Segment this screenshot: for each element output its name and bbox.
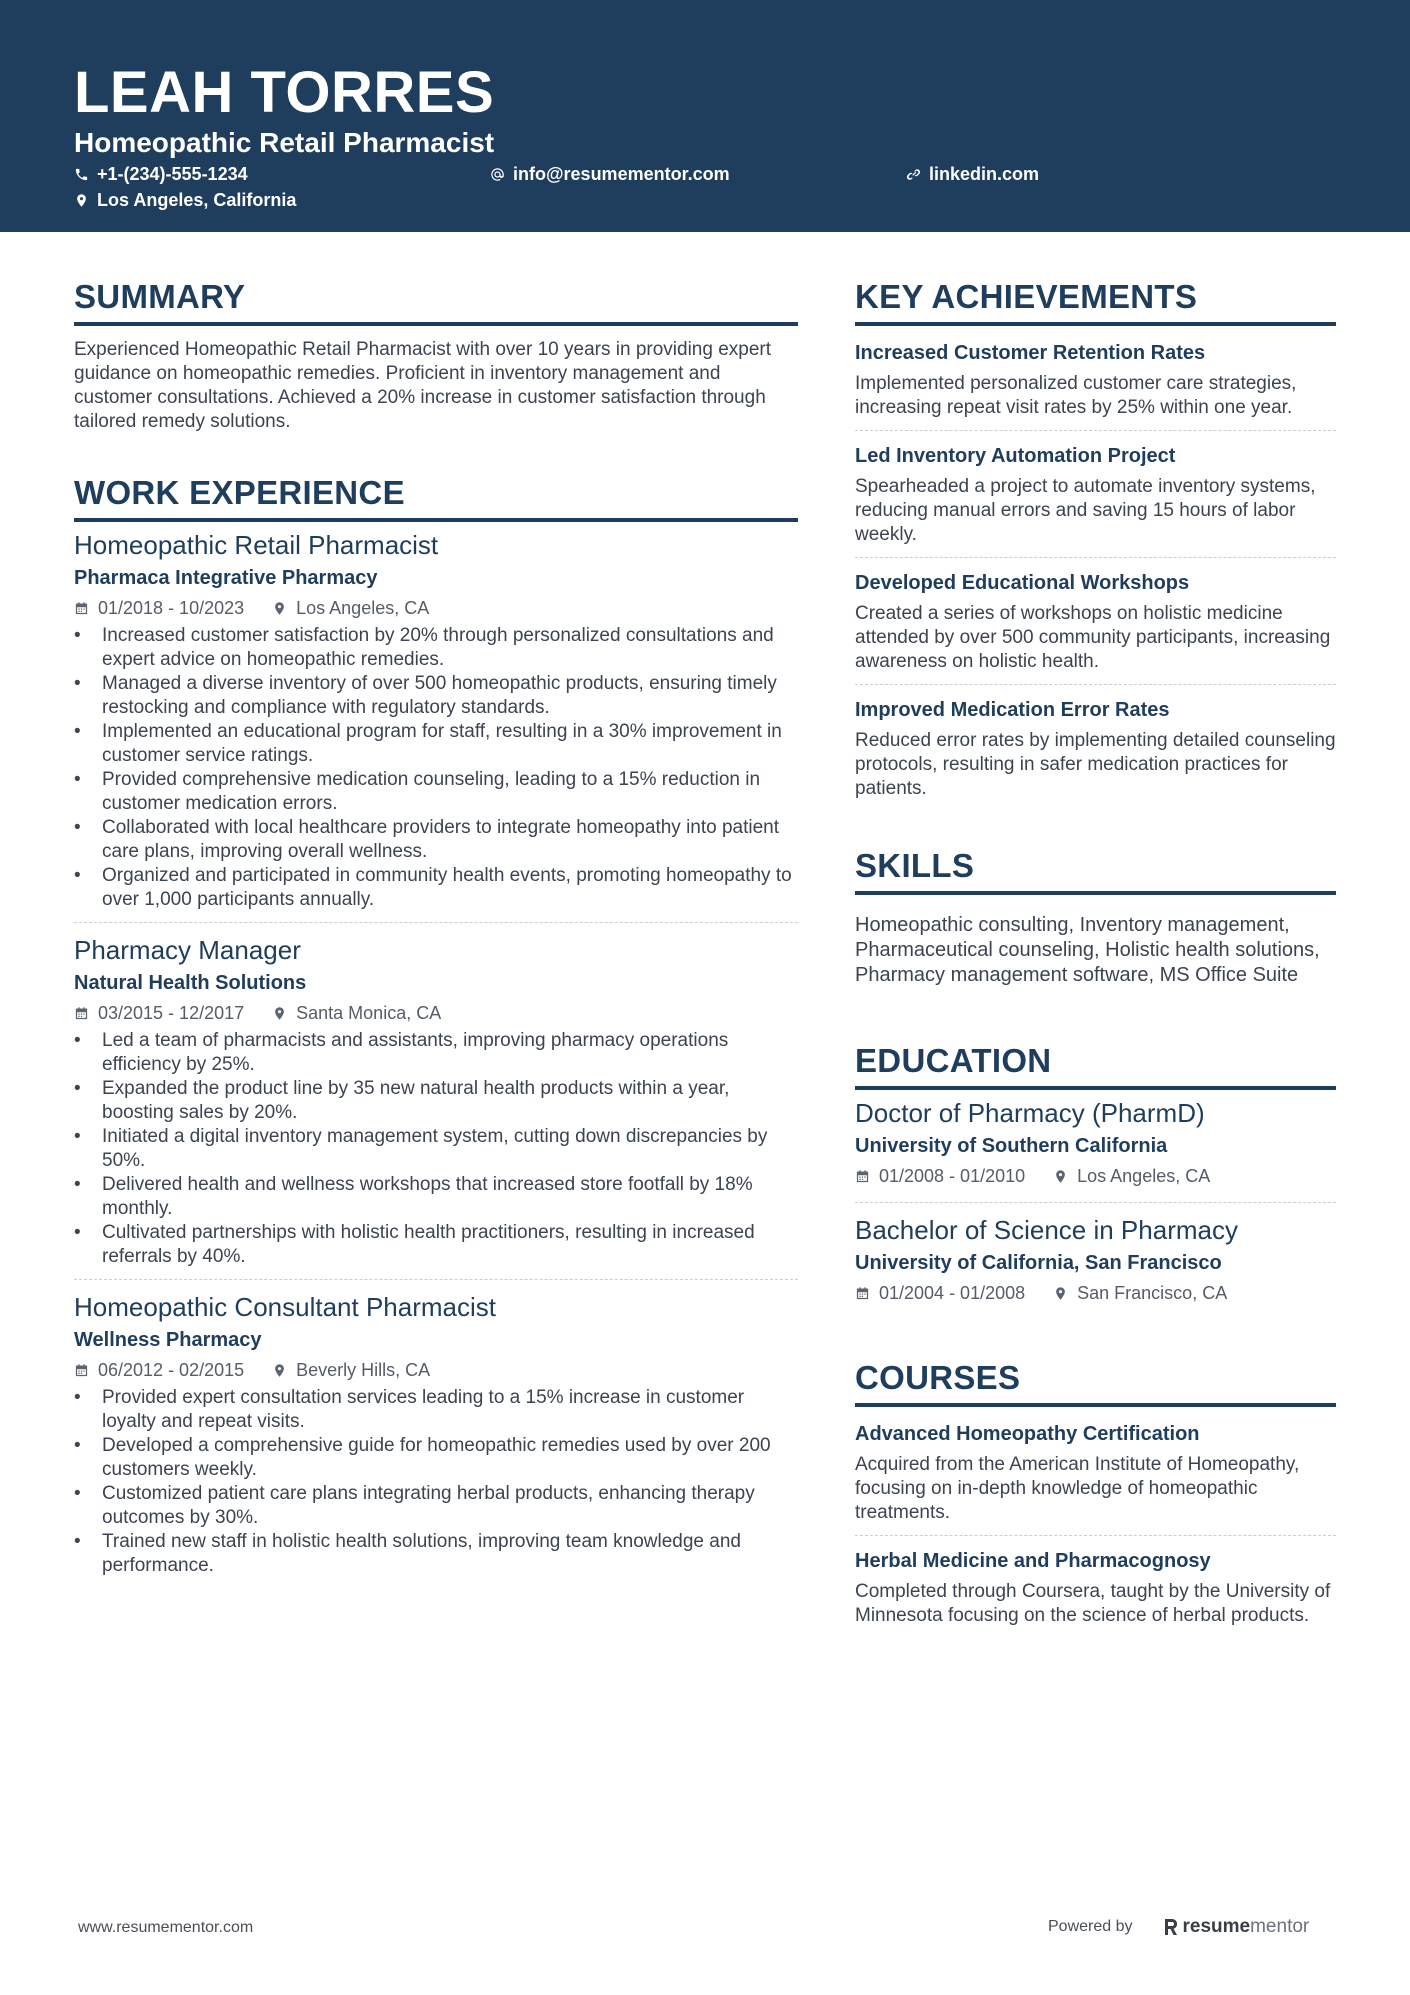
location-text: Beverly Hills, CA [296, 1360, 431, 1380]
job-meta [74, 1001, 798, 1025]
course-list [855, 1415, 1336, 1638]
bullet-item: • Led a team of pharmacists and assistants, improving pharmacy operations efficiency by 25%. [74, 1029, 798, 1077]
phone-text: +1-(234)-555-1234 [97, 164, 248, 184]
link-icon [906, 167, 921, 182]
bullet-item: • Provided comprehensive medication counseling, leading to a 15% reduction in customer medication errors. [74, 768, 798, 816]
location-text: Los Angeles, California [97, 190, 297, 210]
map-pin-icon [1053, 1286, 1068, 1301]
contact-linkedin [906, 163, 1039, 185]
bullet-item: • Increased customer satisfaction by 20% through personalized consultations and expert advice on homeopathic remedies. [74, 624, 798, 672]
achievement-title: Improved Medication Error Rates [855, 699, 1170, 721]
skills-section [855, 841, 1336, 988]
contact-phone [74, 163, 248, 185]
bullet-item: • Implemented an educational program for staff, resulting in a 30% improvement in customer service ratings. [74, 720, 798, 768]
achievement-title: Led Inventory Automation Project [855, 445, 1176, 467]
brand-logo[interactable] [1163, 1916, 1310, 1938]
achievement-text: Spearheaded a project to automate inventory systems, reducing manual errors and saving 15 hours of labor weekly. [855, 476, 1316, 545]
map-pin-icon [74, 193, 89, 208]
school-name: University of California, San Francisco [855, 1252, 1222, 1274]
calendar-icon [855, 1286, 870, 1301]
education-list [855, 1096, 1336, 1319]
achievement-item [855, 430, 1336, 557]
right-column [855, 272, 1336, 1638]
calendar-icon [74, 601, 89, 616]
date-range: 01/2008 - 01/2010 [879, 1166, 1026, 1186]
course-item [855, 1535, 1336, 1638]
achievement-list [855, 334, 1336, 811]
achievement-text: Created a series of workshops on holistic medicine attended by over 500 community participants, increasing awareness on holistic health. [855, 603, 1331, 672]
company-name: Wellness Pharmacy [74, 1329, 262, 1351]
bullet-item: • Customized patient care plans integrating herbal products, enhancing therapy outcomes by 30%. [74, 1482, 798, 1530]
achievement-text: Implemented personalized customer care strategies, increasing repeat visit rates by 25% within one year. [855, 373, 1297, 418]
course-title: Advanced Homeopathy Certification [855, 1423, 1200, 1445]
location-text: Los Angeles, CA [1077, 1166, 1211, 1186]
location [272, 596, 429, 620]
email-text: info@resumementor.com [513, 164, 730, 184]
brand-name-light: mentor [1250, 1916, 1310, 1937]
degree-title: Doctor of Pharmacy (PharmD) [855, 1098, 1205, 1128]
job-entry [74, 1279, 798, 1588]
resume-header [0, 0, 1410, 232]
bullet-item: • Provided expert consultation services leading to a 15% increase in customer loyalty and repeat visits. [74, 1386, 798, 1434]
location [1053, 1281, 1227, 1305]
job-bullets [74, 1029, 798, 1269]
bullet-item: • Trained new staff in holistic health solutions, improving team knowledge and performance. [74, 1530, 798, 1578]
course-title: Herbal Medicine and Pharmacognosy [855, 1550, 1211, 1572]
achievement-title: Increased Customer Retention Rates [855, 342, 1206, 364]
map-pin-icon [1053, 1169, 1068, 1184]
phone-icon [74, 167, 89, 182]
courses-section [855, 1353, 1336, 1638]
job-title: Pharmacy Manager [74, 935, 301, 965]
job-title: Homeopathic Consultant Pharmacist [74, 1292, 496, 1322]
company-name: Pharmaca Integrative Pharmacy [74, 567, 378, 589]
date-range: 03/2015 - 12/2017 [98, 1003, 245, 1023]
summary-heading: SUMMARY [74, 272, 798, 326]
calendar-icon [74, 1006, 89, 1021]
course-text: Acquired from the American Institute of Homeopathy, focusing on in-depth knowledge of homeopathic treatments. [855, 1454, 1300, 1523]
contact-location [74, 189, 296, 211]
location-text: Santa Monica, CA [296, 1003, 442, 1023]
bullet-item: • Initiated a digital inventory management system, cutting down discrepancies by 50%. [74, 1125, 798, 1173]
achievement-item [855, 334, 1336, 430]
company-name: Natural Health Solutions [74, 972, 307, 994]
candidate-title: Homeopathic Retail Pharmacist [74, 127, 495, 158]
achievement-item [855, 557, 1336, 684]
job-bullets [74, 624, 798, 912]
location-text: Los Angeles, CA [296, 598, 430, 618]
location [1053, 1164, 1210, 1188]
school-name: University of Southern California [855, 1135, 1168, 1157]
map-pin-icon [272, 601, 287, 616]
at-sign-icon [490, 167, 505, 182]
left-column [74, 272, 798, 1588]
footer-branding [1048, 1916, 1309, 1938]
date-range: 06/2012 - 02/2015 [98, 1360, 245, 1380]
experience-heading: WORK EXPERIENCE [74, 468, 798, 522]
skills-heading: SKILLS [855, 841, 1336, 895]
education-entry [855, 1202, 1336, 1319]
skills-text: Homeopathic consulting, Inventory management, Pharmaceutical counseling, Holistic health solutions, Pharmacy management software, MS Office Suite [855, 914, 1320, 986]
achievements-section [855, 272, 1336, 811]
powered-by-label: Powered by [1048, 1918, 1133, 1935]
calendar-icon [74, 1363, 89, 1378]
job-meta [74, 596, 798, 620]
bullet-item: • Organized and participated in community health events, promoting homeopathy to over 1,000 participants annually. [74, 864, 798, 912]
job-entry [74, 528, 798, 922]
job-meta [74, 1358, 798, 1382]
education-entry [855, 1096, 1336, 1202]
candidate-name: LEAH TORRES [74, 60, 495, 125]
date-range: 01/2018 - 10/2023 [98, 598, 245, 618]
education-section [855, 1036, 1336, 1319]
achievement-title: Developed Educational Workshops [855, 572, 1190, 594]
bullet-item: • Collaborated with local healthcare providers to integrate homeopathy into patient care plans, improving overall wellness. [74, 816, 798, 864]
footer-website[interactable]: www.resumementor.com [78, 1919, 254, 1936]
education-heading: EDUCATION [855, 1036, 1336, 1090]
contact-email [490, 163, 730, 185]
achievement-item [855, 684, 1336, 811]
degree-title: Bachelor of Science in Pharmacy [855, 1215, 1238, 1245]
map-pin-icon [272, 1363, 287, 1378]
experience-section [74, 468, 798, 1588]
bullet-item: • Expanded the product line by 35 new natural health products within a year, boosting sales by 20%. [74, 1077, 798, 1125]
job-bullets [74, 1386, 798, 1578]
job-list [74, 528, 798, 1588]
job-title: Homeopathic Retail Pharmacist [74, 530, 439, 560]
date-range: 01/2004 - 01/2008 [879, 1283, 1026, 1303]
course-text: Completed through Coursera, taught by the University of Minnesota focusing on the science of herbal products. [855, 1581, 1331, 1626]
location [272, 1358, 430, 1382]
summary-text: Experienced Homeopathic Retail Pharmacist with over 10 years in providing expert guidance on homeopathic remedies. Proficient in inventory management and customer consultations. Achieved a 20% increase in customer satisfaction through tailored remedy solutions. [74, 339, 772, 432]
bullet-item: • Cultivated partnerships with holistic health practitioners, resulting in increased referrals by 40%. [74, 1221, 798, 1269]
bullet-item: • Developed a comprehensive guide for homeopathic remedies used by over 200 customers weekly. [74, 1434, 798, 1482]
education-meta [855, 1164, 1336, 1188]
courses-heading: COURSES [855, 1353, 1336, 1407]
achievement-text: Reduced error rates by implementing detailed counseling protocols, resulting in safer medication practices for patients. [855, 730, 1336, 799]
location [272, 1001, 441, 1025]
brand-mark-icon [1163, 1918, 1179, 1936]
linkedin-text: linkedin.com [929, 164, 1040, 184]
achievements-heading: KEY ACHIEVEMENTS [855, 272, 1336, 326]
bullet-item: • Delivered health and wellness workshops that increased store footfall by 18% monthly. [74, 1173, 798, 1221]
summary-section [74, 272, 798, 434]
bullet-item: • Managed a diverse inventory of over 500 homeopathic products, ensuring timely restocking and compliance with regulatory standards. [74, 672, 798, 720]
calendar-icon [855, 1169, 870, 1184]
map-pin-icon [272, 1006, 287, 1021]
location-text: San Francisco, CA [1077, 1283, 1228, 1303]
course-item [855, 1415, 1336, 1535]
brand-name-bold: resume [1182, 1916, 1251, 1937]
job-entry [74, 922, 798, 1279]
education-meta [855, 1281, 1336, 1305]
